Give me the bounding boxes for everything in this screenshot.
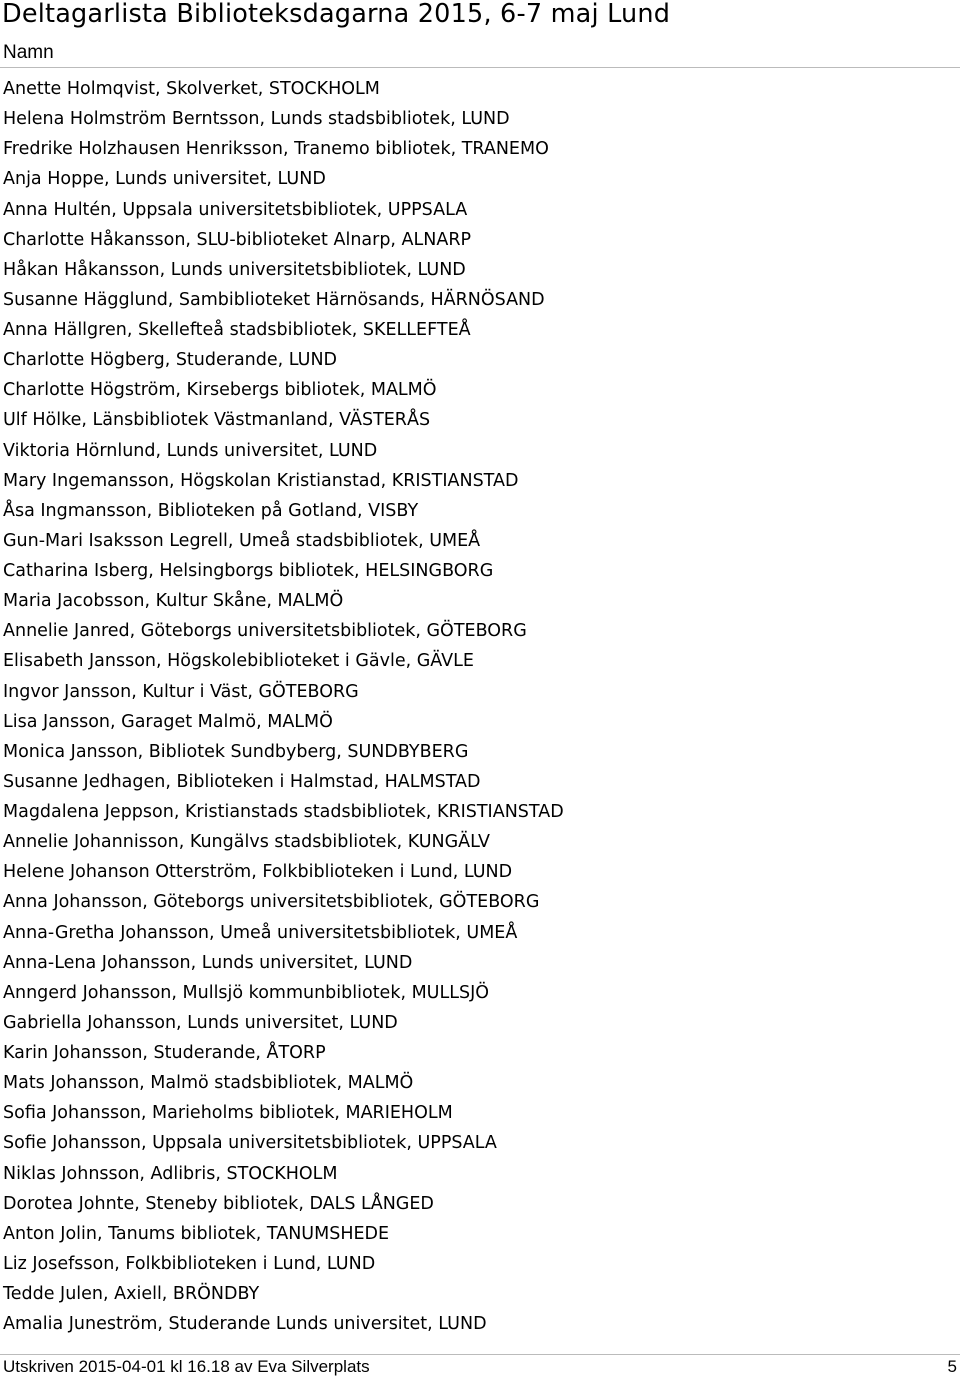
participant-entry: Åsa Ingmansson, Biblioteken på Gotland, VISBY <box>3 500 419 521</box>
participant-entry: Charlotte Håkansson, SLU-biblioteket Alnarp, ALNARP <box>3 229 472 250</box>
participant-list <box>3 74 564 1339</box>
participant-entry: Charlotte Högberg, Studerande, LUND <box>3 350 338 371</box>
participant-entry: Anja Hoppe, Lunds universitet, LUND <box>3 169 326 190</box>
participant-entry: Anton Jolin, Tanums bibliotek, TANUMSHEDE <box>3 1223 390 1244</box>
page-number: 5 <box>947 1357 957 1376</box>
participant-entry: Anette Holmqvist, Skolverket, STOCKHOLM <box>3 79 380 99</box>
participant-entry: Annelie Janred, Göteborgs universitetsbibliotek, GÖTEBORG <box>3 621 527 642</box>
participant-entry: Susanne Jedhagen, Biblioteken i Halmstad, HALMSTAD <box>3 771 481 792</box>
participant-entry: Ingvor Jansson, Kultur i Väst, GÖTEBORG <box>3 681 359 702</box>
participant-entry: Maria Jacobsson, Kultur Skåne, MALMÖ <box>3 591 344 612</box>
participant-entry: Anna Johansson, Göteborgs universitetsbibliotek, GÖTEBORG <box>3 892 540 913</box>
column-header-namn: Namn <box>3 42 54 63</box>
participant-entry: Elisabeth Jansson, Högskolebiblioteket i Gävle, GÄVLE <box>3 651 474 672</box>
participant-entry: Dorotea Johnte, Steneby bibliotek, DALS LÅNGED <box>3 1193 434 1214</box>
participant-entry: Viktoria Hörnlund, Lunds universitet, LUND <box>3 440 378 461</box>
participant-entry: Sofia Johansson, Marieholms bibliotek, MARIEHOLM <box>3 1103 453 1124</box>
participant-entry: Anna-Gretha Johansson, Umeå universitetsbibliotek, UMEÅ <box>3 922 518 943</box>
participant-entry: Anna-Lena Johansson, Lunds universitet, LUND <box>3 952 413 973</box>
participant-entry: Anna Hultén, Uppsala universitetsbibliotek, UPPSALA <box>3 199 468 220</box>
participant-entry: Ulf Hölke, Länsbibliotek Västmanland, VÄSTERÅS <box>3 410 431 431</box>
participant-entry: Lisa Jansson, Garaget Malmö, MALMÖ <box>3 711 333 732</box>
participant-entry: Annelie Johannisson, Kungälvs stadsbibliotek, KUNGÄLV <box>3 832 490 853</box>
participant-entry: Anngerd Johansson, Mullsjö kommunbibliotek, MULLSJÖ <box>3 982 490 1003</box>
participant-entry: Helene Johanson Otterström, Folkbiblioteken i Lund, LUND <box>3 862 513 883</box>
participant-entry: Helena Holmström Berntsson, Lunds stadsbibliotek, LUND <box>3 109 510 130</box>
page-title: Deltagarlista Biblioteksdagarna 2015, 6-7 maj Lund <box>2 0 671 29</box>
participant-entry: Håkan Håkansson, Lunds universitetsbibliotek, LUND <box>3 259 466 280</box>
participant-entry: Amalia Juneström, Studerande Lunds universitet, LUND <box>3 1314 487 1335</box>
participant-entry: Catharina Isberg, Helsingborgs bibliotek, HELSINGBORG <box>3 561 494 581</box>
participant-entry: Magdalena Jeppson, Kristianstads stadsbibliotek, KRISTIANSTAD <box>3 802 564 822</box>
participant-entry: Monica Jansson, Bibliotek Sundbyberg, SUNDBYBERG <box>3 741 469 762</box>
participant-entry: Anna Hällgren, Skellefteå stadsbibliotek, SKELLEFTEÅ <box>3 320 471 340</box>
participant-entry: Niklas Johnsson, Adlibris, STOCKHOLM <box>3 1163 338 1184</box>
participant-entry: Gabriella Johansson, Lunds universitet, LUND <box>3 1012 398 1033</box>
footer-printed-info: Utskriven 2015-04-01 kl 16.18 av Eva Silverplats <box>3 1357 370 1376</box>
footer-divider <box>0 1354 960 1355</box>
participant-entry: Mats Johansson, Malmö stadsbibliotek, MALMÖ <box>3 1073 414 1094</box>
participant-entry: Fredrike Holzhausen Henriksson, Tranemo bibliotek, TRANEMO <box>3 139 549 160</box>
participant-entry: Karin Johansson, Studerande, ÅTORP <box>3 1043 326 1063</box>
header-divider <box>0 67 960 68</box>
participant-entry: Mary Ingemansson, Högskolan Kristianstad, KRISTIANSTAD <box>3 470 519 491</box>
participant-entry: Tedde Julen, Axiell, BRÖNDBY <box>3 1284 260 1304</box>
participant-entry: Susanne Hägglund, Sambiblioteket Härnösands, HÄRNÖSAND <box>3 289 545 310</box>
participant-entry: Liz Josefsson, Folkbiblioteken i Lund, LUND <box>3 1253 376 1274</box>
participant-entry: Gun-Mari Isaksson Legrell, Umeå stadsbibliotek, UMEÅ <box>3 530 481 551</box>
participant-entry: Sofie Johansson, Uppsala universitetsbibliotek, UPPSALA <box>3 1133 497 1154</box>
participant-entry: Charlotte Högström, Kirsebergs bibliotek, MALMÖ <box>3 380 437 401</box>
